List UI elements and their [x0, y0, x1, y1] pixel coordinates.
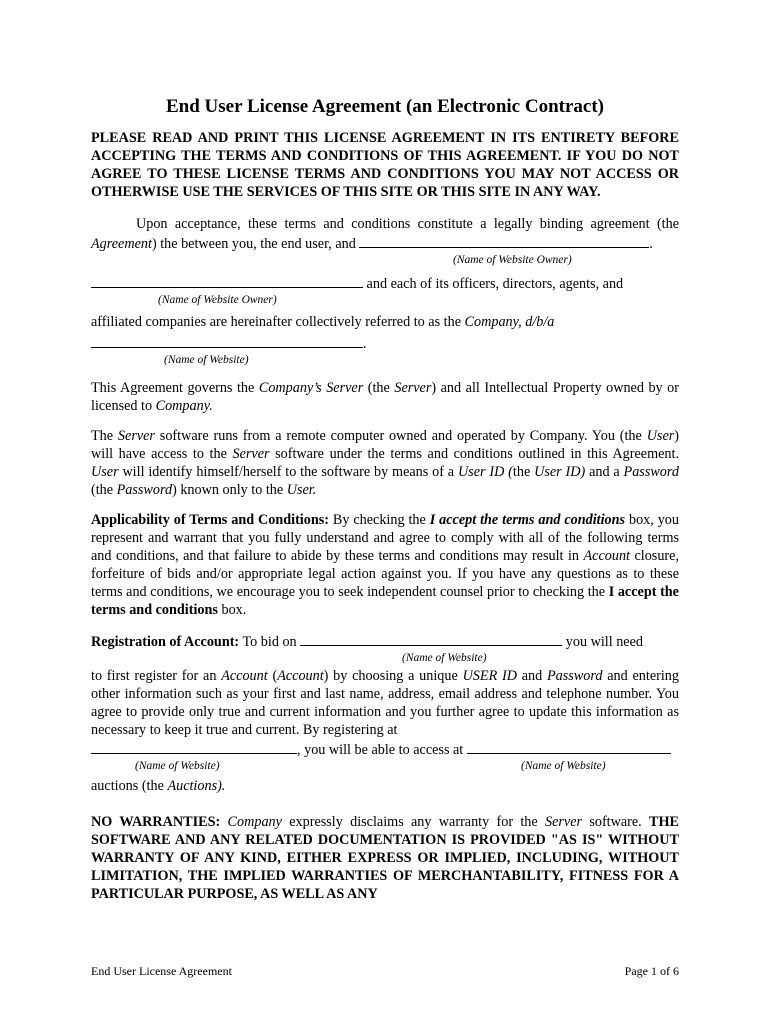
register-website-caption: (Name of Website) — [135, 760, 220, 773]
website-name-caption: (Name of Website) — [164, 354, 249, 367]
document-body — [91, 95, 679, 903]
registration-paragraph: to first register for an Account (Account) by choosing a unique USER ID and Password and entering other information such as your first and last name, address, email address and telephone number. You agree to provide only true and current information and you further agree to update this information as necessary to keep it true and current. By registering at — [91, 668, 679, 739]
website-owner-blank[interactable] — [359, 233, 649, 248]
server-paragraph: The Server software runs from a remote computer owned and operated by Company. You (the User) will have access to the Server software under the terms and conditions outlined in this Agreement. User will identify himself/herself to the software by means of a User ID (the User ID) and a Password (the Password) known only to the User. — [91, 428, 680, 499]
warning-paragraph: PLEASE READ AND PRINT THIS LICENSE AGREEMENT IN ITS ENTIRETY BEFORE ACCEPTING THE TERMS AND CONDITIONS OF THIS AGREEMENT. IF YOU DO NOT AGREE TO THESE LICENSE TERMS AND CONDITIONS YOU MAY NOT ACCESS OR OTHERWISE USE THE SERVICES OF THIS SITE OR THIS SITE IN ANY WAY. — [91, 130, 679, 200]
access-captions — [91, 759, 679, 773]
intro-paragraph: Upon acceptance, these terms and conditions constitute a legally binding agreement (the Agreement) the between you, the end user, and . — [91, 216, 679, 253]
applicability-paragraph: Applicability of Terms and Conditions: By checking the I accept the terms and conditions box, you represent and warrant that you fully understand and agree to comply with all of the following terms and conditions, and that failure to abide by these terms and conditions may result in Account closure, forfeiture of bids and/or appropriate legal action against you. If you have any questions as to these terms and conditions, we encourage you to seek independent counsel prior to checking the I accept the terms and conditions box. — [91, 512, 679, 619]
document-title: End User License Agreement (an Electronic Contract) — [166, 96, 604, 117]
access-line: , you will be able to access at — [91, 739, 679, 759]
warranties-paragraph: NO WARRANTIES: Company expressly disclaims any warranty for the Server software. THE SOFTWARE AND ANY RELATED DOCUMENTATION IS PROVIDED "AS IS" WITHOUT WARRANTY OF ANY KIND, EITHER EXPRESS OR IMPLIED, INCLUDING, WITHOUT LIMITATION, THE IMPLIED WARRANTIES OF MERCHANTABILITY, FITNESS FOR A PARTICULAR PURPOSE, AS WELL AS ANY — [91, 814, 679, 903]
footer-title: End User License Agreement — [91, 964, 232, 978]
registration-heading: Registration of Account: — [91, 634, 240, 651]
website-owner-caption-2: (Name of Website Owner) — [158, 294, 277, 307]
website-name-blank[interactable] — [91, 333, 363, 348]
applicability-heading: Applicability of Terms and Conditions: — [91, 512, 329, 529]
register-website-blank[interactable] — [91, 739, 297, 754]
registration-line: Registration of Account: To bid on you will need — [91, 631, 679, 651]
access-website-blank[interactable] — [467, 739, 671, 754]
bid-website-caption: (Name of Website) — [402, 652, 487, 665]
officers-line: and each of its officers, directors, agents, and — [91, 273, 679, 293]
website-name-line: . — [91, 333, 679, 353]
auctions-line: auctions (the Auctions). — [91, 778, 226, 795]
page-footer — [91, 964, 679, 978]
governs-paragraph: This Agreement governs the Company’s Server (the Server) and all Intellectual Property owned by or licensed to Company. — [91, 380, 679, 415]
page-number: Page 1 of 6 — [624, 964, 679, 978]
warranties-heading: NO WARRANTIES: — [91, 814, 221, 831]
website-owner-blank-2[interactable] — [91, 273, 363, 288]
bid-website-blank[interactable] — [300, 631, 562, 646]
access-website-caption: (Name of Website) — [521, 760, 606, 773]
website-owner-caption: (Name of Website Owner) — [453, 254, 572, 267]
affiliated-line: affiliated companies are hereinafter collectively referred to as the Company, d/b/a — [91, 314, 555, 331]
